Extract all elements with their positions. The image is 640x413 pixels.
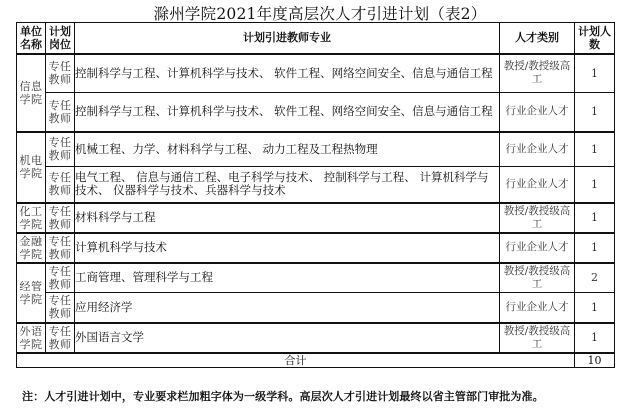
major-cell: 计算机科学与技术 <box>75 233 500 263</box>
header-row <box>17 23 615 54</box>
category-cell: 行业企业人才 <box>500 132 575 167</box>
count-cell: 1 <box>575 323 615 353</box>
post-cell: 专任教师 <box>46 93 75 132</box>
unit-cell: 机电学院 <box>17 132 46 203</box>
document-title: 滁州学院2021年度高层次人才引进计划（表2） <box>153 5 487 23</box>
table-row <box>17 93 615 132</box>
post-cell: 专任教师 <box>46 263 75 293</box>
unit-cell: 化工学院 <box>17 203 46 233</box>
major-cell: 控制科学与工程、计算机科学与技术、 软件工程、网络空间安全、信息与通信工程 <box>75 54 500 93</box>
major-cell: 电气工程、 信息与通信工程、电子科学与技术、 控制科学与工程、 计算机科学与技术、 仪器科学与技术、兵器科学与技术 <box>75 167 500 203</box>
major-cell: 应用经济学 <box>75 293 500 323</box>
header-post: 计划岗位 <box>46 23 75 54</box>
unit-cell: 外语学院 <box>17 323 46 353</box>
footnote: 注：人才引进计划中，专业要求栏加粗字体为一级学科。高层次人才引进计划最终以省主管部门审批为准。 <box>22 390 544 403</box>
unit-cell: 经管学院 <box>17 263 46 323</box>
major-cell: 控制科学与工程、计算机科学与技术、 软件工程、网络空间安全、信息与通信工程 <box>75 93 500 132</box>
post-cell: 专任教师 <box>46 54 75 93</box>
total-row <box>17 353 615 368</box>
category-cell: 教授/教授级高工 <box>500 263 575 293</box>
post-cell: 专任教师 <box>46 323 75 353</box>
table-row <box>17 203 615 233</box>
major-cell: 工商管理、管理科学与工程 <box>75 263 500 293</box>
category-cell: 行业企业人才 <box>500 167 575 203</box>
category-cell: 行业企业人才 <box>500 93 575 132</box>
table-row <box>17 54 615 93</box>
total-value: 10 <box>575 353 615 368</box>
category-cell: 行业企业人才 <box>500 233 575 263</box>
post-cell: 专任教师 <box>46 293 75 323</box>
total-label: 合计 <box>17 353 575 368</box>
header-unit: 单位名称 <box>17 23 46 54</box>
header-count: 计划人数 <box>575 23 615 54</box>
count-cell: 1 <box>575 132 615 167</box>
major-cell: 机械工程、力学、材料科学与工程、 动力工程及工程热物理 <box>75 132 500 167</box>
table-row <box>17 233 615 263</box>
category-cell: 教授/教授级高工 <box>500 323 575 353</box>
post-cell: 专任教师 <box>46 233 75 263</box>
header-major: 计划引进教师专业 <box>75 23 500 54</box>
count-cell: 2 <box>575 263 615 293</box>
table-row <box>17 132 615 167</box>
table-row <box>17 293 615 323</box>
category-cell: 教授/教授级高工 <box>500 203 575 233</box>
header-category: 人才类别 <box>500 23 575 54</box>
post-cell: 专任教师 <box>46 203 75 233</box>
table-row <box>17 323 615 353</box>
unit-cell: 信息学院 <box>17 54 46 132</box>
category-cell: 行业企业人才 <box>500 293 575 323</box>
count-cell: 1 <box>575 93 615 132</box>
major-cell: 外国语言文学 <box>75 323 500 353</box>
post-cell: 专任教师 <box>46 132 75 167</box>
count-cell: 1 <box>575 54 615 93</box>
count-cell: 1 <box>575 203 615 233</box>
unit-cell: 金融学院 <box>17 233 46 263</box>
count-cell: 1 <box>575 167 615 203</box>
count-cell: 1 <box>575 233 615 263</box>
table-row <box>17 263 615 293</box>
post-cell: 专任教师 <box>46 167 75 203</box>
table-row <box>17 167 615 203</box>
category-cell: 教授/教授级高工 <box>500 54 575 93</box>
talent-plan-table <box>16 22 615 368</box>
count-cell: 1 <box>575 293 615 323</box>
major-cell: 材料科学与工程 <box>75 203 500 233</box>
